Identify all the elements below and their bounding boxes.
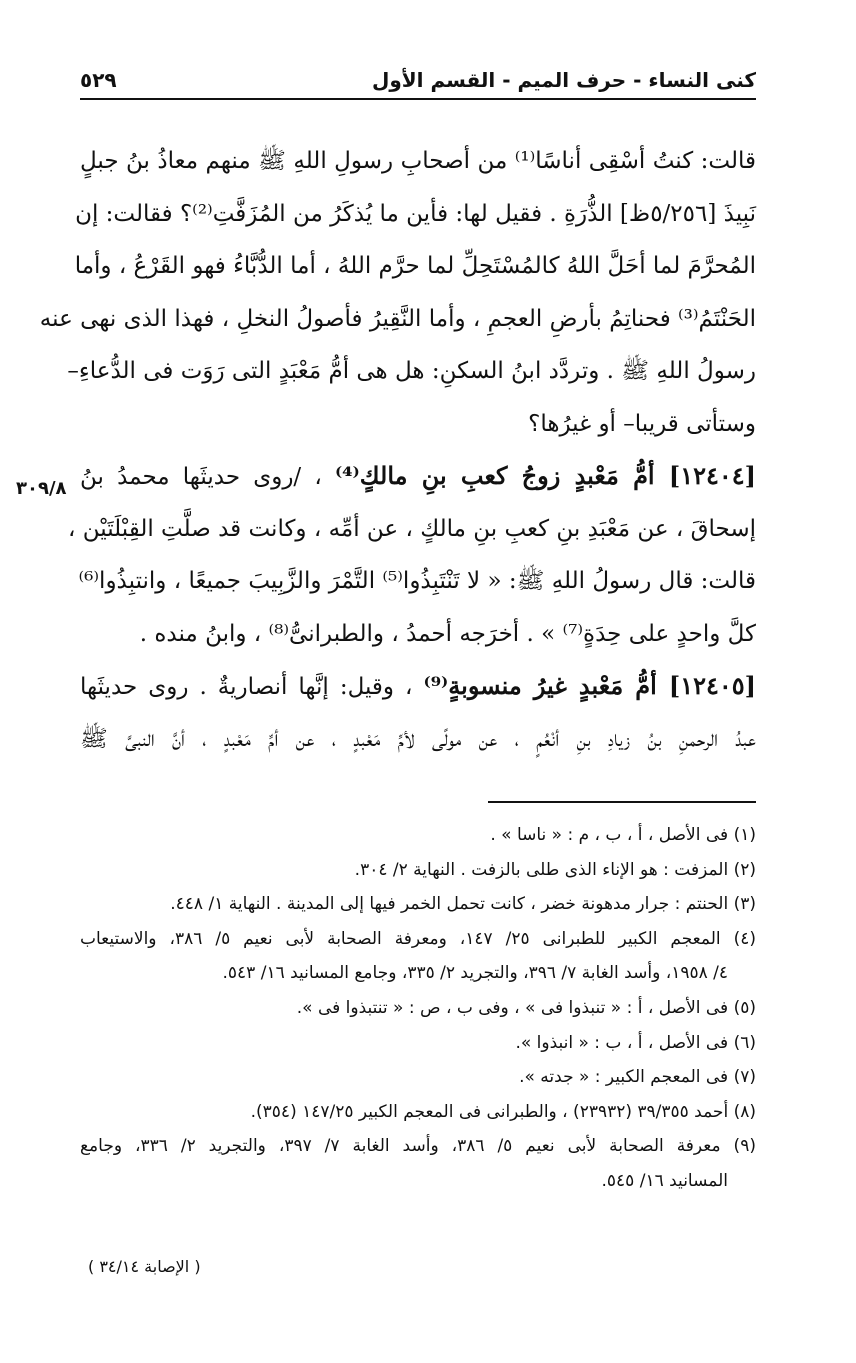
text-line: رسولُ اللهِ ﷺ . وتردَّد ابنُ السكنِ: هل هى أمُّ مَعْبَدٍ التى رَوَت فى الدُّعاءِ–	[67, 358, 756, 384]
footnote: (٦) فى الأصل ، أ ، ب : « انبذوا ».	[515, 1032, 756, 1053]
entry-heading-line	[80, 660, 756, 713]
text-line: المُحرَّمَ لما أحَلَّ اللهُ كالمُسْتَحِلِّ لما حرَّم اللهُ ، أما الدُّبَّاءُ فهو القَرْعُ ، وأما	[74, 253, 756, 279]
text-line: الحَنْتَمُ⁽³⁾ فحناتِمُ بأرضِ العجمِ ، وأما النَّقِيرُ فأصولُ النخلِ ، فهذا الذى نهى عنه	[39, 305, 756, 332]
text-line: إسحاقَ ، عن مَعْبَدِ بنِ كعبِ بنِ مالكٍ ، عن أمِّه ، وكانت قد صلَّتِ القِبْلَتَيْن ،	[68, 515, 756, 542]
page-header	[80, 58, 756, 100]
text-line: قالت: قال رسولُ اللهِ ﷺ: « لا تَنْتَبِذُوا⁽⁵⁾ التَّمْرَ والزَّبِيبَ جميعًا ، وانتبِذُوا⁽⁶⁾	[78, 568, 756, 594]
footnote: (٣) الحنتم : جرار مدهونة خضر ، كانت تحمل الخمر فيها إلى المدينة . النهاية ١/ ٤٤٨.	[170, 894, 756, 915]
footnote-separator	[488, 801, 756, 803]
footnote-continuation: المسانيد ١٦/ ٥٤٥.	[601, 1170, 728, 1191]
footnote: (٥) فى الأصل ، أ : « تنبذوا فى » ، وفى ب ، ص : « تنتبذوا فى ».	[296, 997, 756, 1018]
footnote: (٩) معرفة الصحابة لأبى نعيم ٥/ ٣٨٦، وأسد الغابة ٧/ ٣٩٧، والتجريد ٢/ ٣٣٦، وجامع	[80, 1136, 756, 1157]
footnotes	[80, 818, 756, 1199]
entry-text: ، /روى حديثَها محمدُ بنُ	[80, 464, 335, 490]
bottom-reference: ( الإصابة ٣٤/١٤ )	[88, 1257, 201, 1276]
text-line: وستأتى قريبا– أو غيرُها؟	[528, 410, 756, 437]
running-title: كنى النساء - حرف الميم - القسم الأول	[371, 68, 756, 92]
entry-label: [١٢٤٠٤] أمُّ مَعْبدٍ زوجُ كعبِ بنِ مالكٍ⁽⁴⁾	[334, 461, 756, 490]
footnote: (٤) المعجم الكبير للطبرانى ٢٥/ ١٤٧، ومعرفة الصحابة لأبى نعيم ٥/ ٣٨٦، والاستيعاب	[80, 928, 756, 949]
footnote-continuation: ٤/ ١٩٥٨، وأسد الغابة ٧/ ٣٩٦، والتجريد ٢/ ٣٣٥، وجامع المسانيد ١٦/ ٥٤٣.	[222, 963, 728, 984]
footnote: (٢) المزفت : هو الإناء الذى طلى بالزفت . النهاية ٢/ ٣٠٤.	[354, 859, 756, 880]
entry-text: ، وقيل: إنَّها أنصاريةٌ . روى حديثَها	[80, 674, 424, 700]
text-line: كلَّ واحدٍ على حِدَةٍ⁽⁷⁾ » . أخرَجه أحمدُ ، والطبرانىُّ⁽⁸⁾ ، وابنُ منده .	[139, 620, 756, 647]
entry-heading-line	[80, 450, 756, 503]
text-line: قالت: كنتُ أسْقِى أناسًا⁽¹⁾ من أصحابِ رسولِ اللهِ ﷺ منهم معاذُ بنُ جبلٍ	[80, 148, 756, 174]
footnote: (٨) أحمد ٣٩/٣٥٥ (٢٣٩٣٢) ، والطبرانى فى المعجم الكبير ١٤٧/٢٥ (٣٥٤).	[250, 1101, 756, 1122]
margin-volume-reference: ٣٠٩/٨	[16, 478, 67, 499]
footnote: (١) فى الأصل ، أ ، ب ، م : « ناسا » .	[490, 825, 756, 845]
footnote: (٧) فى المعجم الكبير : « جدته ».	[519, 1067, 756, 1088]
entry-label: [١٢٤٠٥] أمُّ مَعْبدٍ غيرُ منسوبةٍ⁽⁹⁾	[423, 671, 756, 700]
text-line: عبدُ الرحمنِ بنُ زيادِ بنِ أنْعُمٍ ، عن مولًى لأمِّ مَعْبدٍ ، عن أمِّ مَعْبدٍ ، أنَّ النبىَّ ﷺ	[80, 725, 756, 752]
page-number: ٥٢٩	[80, 68, 117, 92]
text-line: نَبِيذَ [٥/٢٥٦ظ] الذُّرَةِ . فقيل لها: فأين ما يُذكَرُ من المُزَفَّتِ⁽²⁾؟ فقالت: إن	[75, 200, 756, 227]
